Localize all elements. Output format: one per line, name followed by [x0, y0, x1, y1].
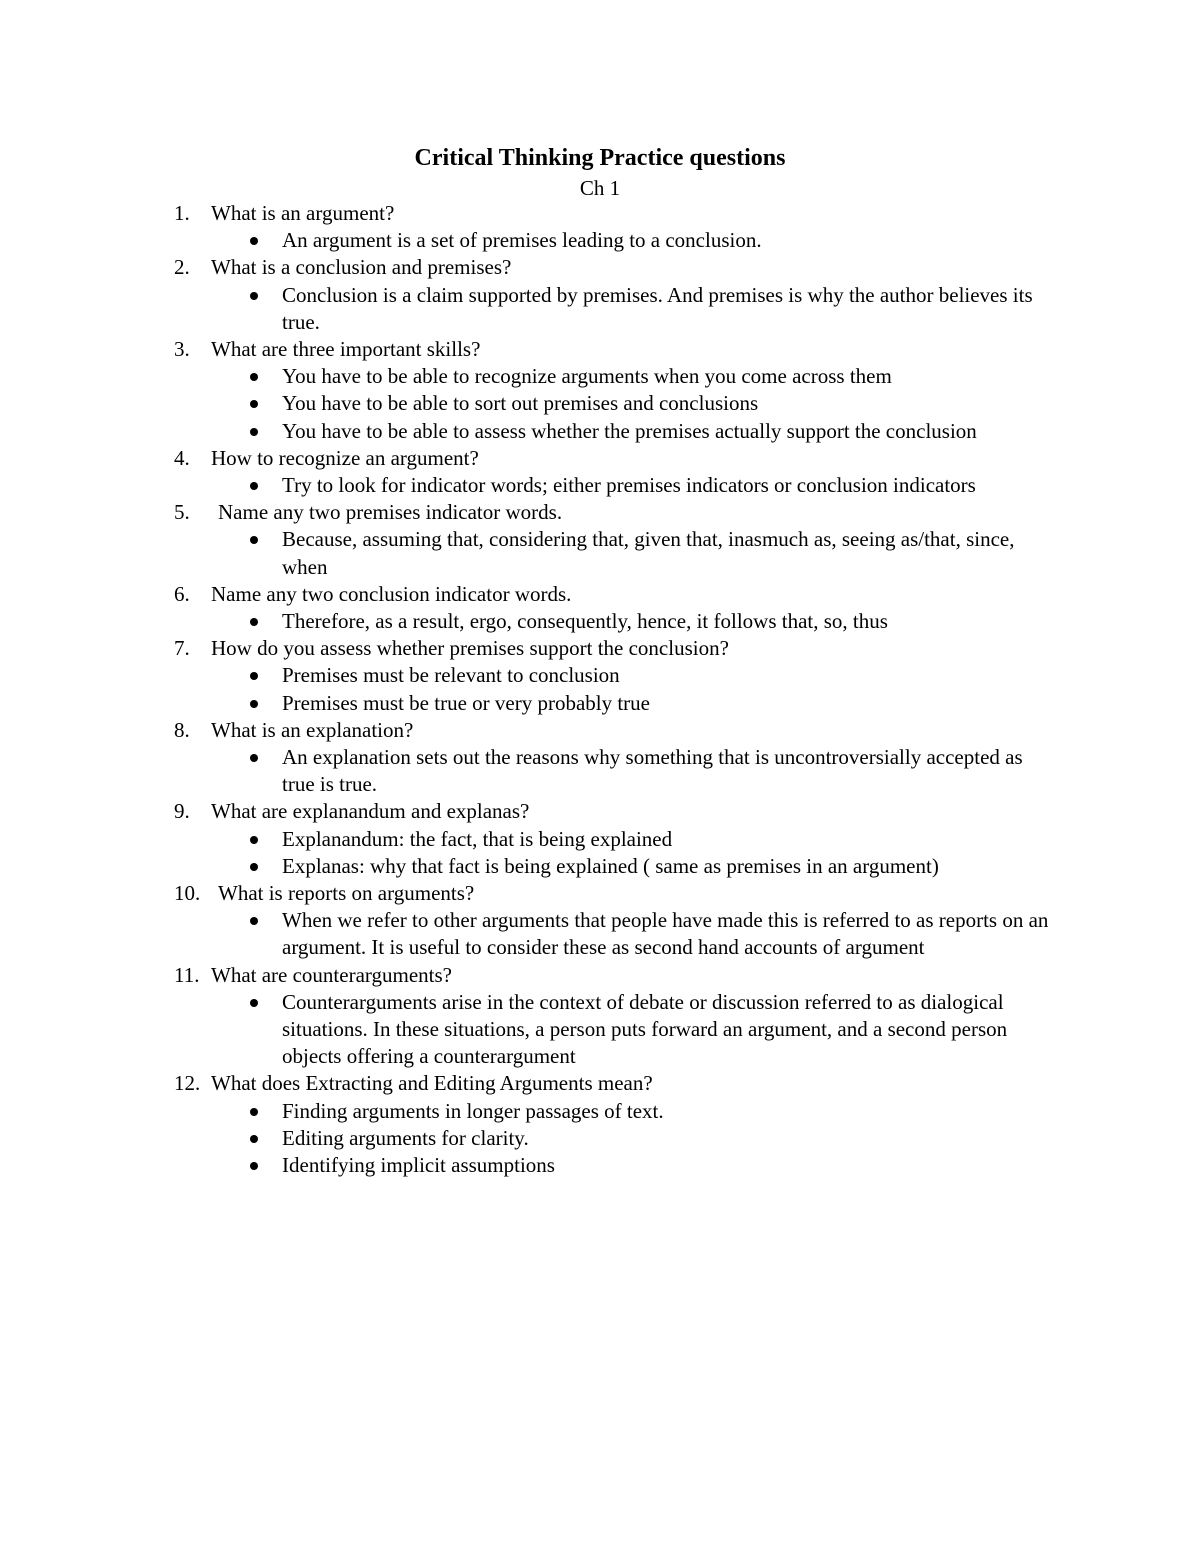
bullet-icon: [250, 237, 258, 245]
question-text: Name any two premises indicator words.: [218, 500, 563, 525]
page-title: Critical Thinking Practice questions: [414, 145, 786, 171]
answer-text: Therefore, as a result, ergo, consequently, hence, it follows that, so, thus: [282, 608, 888, 633]
answer-text: Try to look for indicator words; either premises indicators or conclusion indicators: [282, 472, 976, 497]
question-number: 2.: [174, 255, 190, 280]
question-number: 4.: [174, 445, 190, 470]
question-text: Name any two conclusion indicator words.: [211, 581, 572, 606]
answer-list: [0, 363, 1200, 445]
answer-text: An explanation sets out the reasons why something that is uncontroversially accepted as true is true.: [282, 744, 1023, 797]
answer-list: [0, 282, 1200, 336]
question-line: [0, 581, 1200, 608]
question-number: 11.: [174, 962, 200, 987]
question-text: What are explanandum and explanas?: [211, 799, 530, 824]
question-text: What are counterarguments?: [211, 962, 452, 987]
answer-text: Counterarguments arise in the context of debate or discussion referred to as dialogical situations. In these situations, a person puts forward an argument, and a second person objects offering a counterargument: [282, 989, 1008, 1069]
question-line: [0, 336, 1200, 363]
question-number: 6.: [174, 581, 190, 606]
bullet-icon: [250, 672, 258, 680]
answer-item: [0, 282, 1200, 336]
question-line: [0, 635, 1200, 662]
question-item: [0, 635, 1200, 717]
answer-list: [0, 989, 1200, 1071]
question-line: [0, 254, 1200, 281]
question-item: [0, 880, 1200, 962]
bullet-icon: [250, 754, 258, 762]
question-number: 5.: [174, 500, 190, 525]
question-line: [0, 1070, 1200, 1097]
answer-item: [0, 608, 1200, 635]
chapter-subtitle: Ch 1: [579, 176, 621, 200]
answer-list: [0, 907, 1200, 961]
answer-item: [0, 1152, 1200, 1179]
question-text: How to recognize an argument?: [211, 445, 479, 470]
answer-item: [0, 363, 1200, 390]
answer-text: Because, assuming that, considering that, given that, inasmuch as, seeing as/that, since, when: [282, 527, 1015, 579]
question-item: [0, 445, 1200, 499]
question-line: [0, 798, 1200, 825]
question-list: [0, 200, 1200, 1179]
answer-text: Identifying implicit assumptions: [282, 1152, 555, 1177]
answer-item: [0, 744, 1200, 798]
answer-text: Editing arguments for clarity.: [282, 1125, 529, 1150]
answer-item: [0, 853, 1200, 880]
answer-item: [0, 1125, 1200, 1152]
answer-text: Explanas: why that fact is being explained ( same as premises in an argument): [282, 853, 939, 878]
answer-item: [0, 826, 1200, 853]
bullet-icon: [250, 292, 258, 300]
answer-item: [0, 526, 1200, 580]
question-number: 1.: [174, 201, 190, 225]
answer-item: [0, 1098, 1200, 1125]
answer-list: [0, 227, 1200, 254]
answer-text: You have to be able to recognize arguments when you come across them: [282, 364, 892, 389]
question-item: [0, 200, 1200, 254]
question-item: [0, 1070, 1200, 1179]
question-number: 7.: [174, 636, 190, 661]
bullet-icon: [250, 482, 258, 490]
question-line: [0, 499, 1200, 526]
question-line: [0, 200, 1200, 227]
answer-list: [0, 744, 1200, 798]
answer-text: You have to be able to sort out premises and conclusions: [282, 391, 759, 416]
question-number: 3.: [174, 336, 190, 361]
answer-text: Finding arguments in longer passages of text.: [282, 1098, 664, 1123]
bullet-icon: [250, 700, 258, 708]
question-text: What are three important skills?: [211, 336, 481, 361]
question-number: 10.: [174, 880, 201, 905]
question-text: What does Extracting and Editing Arguments mean?: [211, 1071, 653, 1096]
bullet-icon: [250, 618, 258, 626]
answer-text: An argument is a set of premises leading to a conclusion.: [282, 228, 762, 253]
question-line: [0, 445, 1200, 472]
answer-item: [0, 390, 1200, 417]
answer-item: [0, 472, 1200, 499]
answer-list: [0, 1098, 1200, 1180]
question-line: [0, 880, 1200, 907]
answer-item: [0, 989, 1200, 1071]
bullet-icon: [250, 863, 258, 871]
answer-list: [0, 472, 1200, 499]
answer-list: [0, 526, 1200, 580]
question-text: How do you assess whether premises support the conclusion?: [211, 636, 729, 661]
bullet-icon: [250, 917, 258, 925]
question-line: [0, 717, 1200, 744]
bullet-icon: [250, 428, 258, 436]
question-item: [0, 254, 1200, 336]
bullet-icon: [250, 536, 258, 544]
answer-text: You have to be able to assess whether the premises actually support the conclusion: [282, 418, 977, 443]
question-item: [0, 798, 1200, 880]
question-number: 12.: [174, 1071, 201, 1096]
answer-list: [0, 826, 1200, 880]
answer-text: Explanandum: the fact, that is being explained: [282, 826, 673, 851]
question-text: What is reports on arguments?: [218, 880, 475, 905]
question-number: 8.: [174, 717, 190, 742]
answer-item: [0, 418, 1200, 445]
bullet-icon: [250, 1162, 258, 1170]
answer-item: [0, 662, 1200, 689]
bullet-icon: [250, 836, 258, 844]
bullet-icon: [250, 373, 258, 381]
question-text: What is a conclusion and premises?: [211, 255, 512, 280]
question-item: [0, 717, 1200, 799]
answer-item: [0, 690, 1200, 717]
question-item: [0, 336, 1200, 445]
bullet-icon: [250, 1135, 258, 1143]
answer-text: Conclusion is a claim supported by premises. And premises is why the author believes its true.: [282, 282, 1033, 334]
question-item: [0, 499, 1200, 581]
question-item: [0, 581, 1200, 635]
bullet-icon: [250, 1108, 258, 1116]
question-number: 9.: [174, 799, 190, 824]
answer-text: When we refer to other arguments that people have made this is referred to as reports on an argument. It is useful to consider these as second hand accounts of argument: [282, 908, 1049, 960]
bullet-icon: [250, 999, 258, 1007]
question-text: What is an argument?: [211, 201, 395, 225]
answer-text: Premises must be relevant to conclusion: [282, 663, 620, 688]
question-item: [0, 962, 1200, 1071]
answer-list: [0, 662, 1200, 716]
answer-text: Premises must be true or very probably true: [282, 690, 650, 715]
answer-item: [0, 227, 1200, 254]
question-text: What is an explanation?: [211, 717, 414, 742]
answer-list: [0, 608, 1200, 635]
bullet-icon: [250, 400, 258, 408]
question-line: [0, 962, 1200, 989]
answer-item: [0, 907, 1200, 961]
